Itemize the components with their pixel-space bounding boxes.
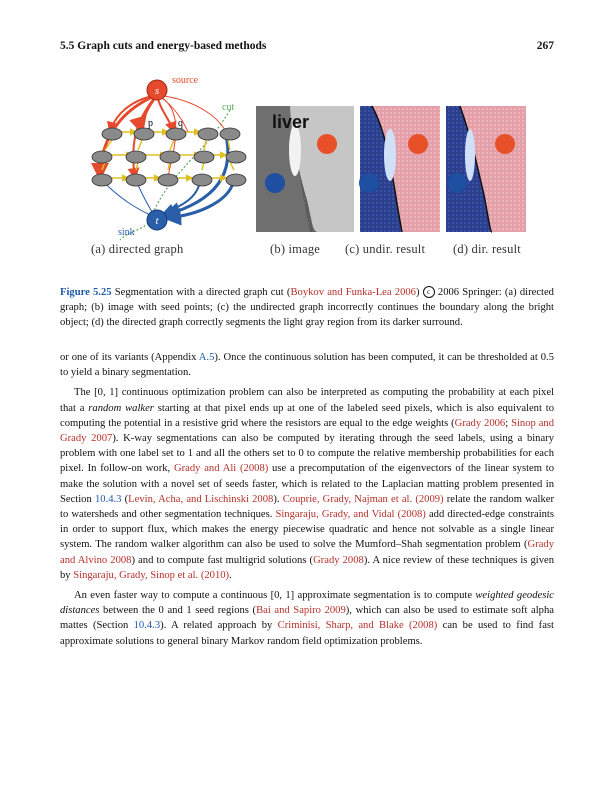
sink-node-label: t: [155, 215, 159, 227]
foreground-seed: [317, 134, 337, 154]
caption-text: Segmentation with a directed graph cut (: [111, 287, 291, 298]
graph-node: [160, 151, 180, 163]
citation-link[interactable]: Singaraju, Grady, and Vidal (2008): [275, 509, 426, 521]
text: use a precomputation of the eigenvectors of the linear system to make the solution with a novel set of seeds faster, which is related to the Laplacian matting problem presented in Section: [60, 463, 554, 505]
figure-caption: [60, 285, 554, 330]
subcaption-b: (b) image: [270, 242, 321, 256]
background-seed: [359, 173, 379, 193]
node-q-label: q: [178, 118, 183, 129]
cut-label: cut: [222, 102, 235, 113]
figure-label: Figure 5.25: [60, 287, 112, 298]
section-link[interactable]: 10.4.3: [133, 620, 161, 632]
background-seed: [265, 173, 285, 193]
source-label: source: [172, 75, 199, 86]
sink-label: sink: [118, 227, 135, 238]
image-with-seeds: [256, 106, 354, 232]
text: ;: [505, 417, 512, 429]
text: add directed-edge constraints in order to support flux, which makes the energy piecewise quadratic and hence not solvable as a single linear system. The random walker algorithm can also be used to solve the Mumford–Shah segmentation problem (: [60, 509, 555, 551]
citation-link[interactable]: Boykov and Funka-Lea 2006: [290, 287, 416, 298]
copyright-symbol: c: [423, 286, 435, 298]
section-link[interactable]: 10.4.3: [94, 493, 122, 505]
figure-5-25: [60, 70, 554, 258]
text: ). Once the continuous solution has been computed, it can be thresholded at 0.5 to yield a binary segmentation.: [60, 352, 554, 379]
emphasis: random walker: [88, 402, 154, 414]
subcaption-d: (d) dir. result: [453, 242, 521, 256]
graph-node: [92, 151, 112, 163]
paragraph-2: [60, 385, 554, 583]
node-p-label: p: [148, 118, 153, 129]
body-text: [60, 350, 554, 654]
caption-text: 2006 Springer: (a) directed graph; (b) image with seed points; (c) the undirected graph incorrectly continues the boundary along the bright object; (d) the directed graph correctly segments the light gray region from its darker surround.: [60, 287, 554, 328]
text: ).: [273, 493, 283, 505]
liver-label: liver: [272, 112, 310, 132]
citation-link[interactable]: Grady and Ali (2008): [173, 463, 269, 475]
emphasis: weighted geodesic distances: [60, 590, 554, 617]
text: (: [121, 493, 129, 505]
undirected-result-image: [359, 106, 440, 232]
graph-node: [192, 174, 212, 186]
appendix-link[interactable]: A.5: [198, 352, 215, 363]
graph-node: [226, 151, 246, 163]
subcaption-a: (a) directed graph: [91, 242, 184, 256]
foreground-seed: [495, 134, 515, 154]
citation-link[interactable]: Singaraju, Grady, Sinop et al. (2010): [73, 569, 230, 581]
citation-link[interactable]: Sinop and Grady 2007: [60, 417, 554, 445]
subcaption-c: (c) undir. result: [345, 242, 426, 256]
directed-result-image: [446, 106, 526, 232]
citation-link[interactable]: Grady 2008: [313, 554, 364, 566]
graph-node: [102, 128, 122, 140]
section-title: 5.5 Graph cuts and energy-based methods: [60, 40, 267, 52]
graph-node: [92, 174, 112, 186]
graph-node: [220, 128, 240, 140]
text: ). K-way segmentations can also be computed by iterating through the seed labels, using a binary problem with one label set to 1 and all the others set to 0 to compute the relative membership probabilities for each pixel. In follow-on work,: [60, 433, 555, 475]
text: An even faster way to compute a continuous [0, 1] approximate segmentation is to compute: [74, 590, 476, 602]
text: The [0, 1] continuous optimization problem can also be interpreted as computing the probability at each pixel that a: [60, 387, 554, 414]
graph-node-p: [134, 128, 154, 140]
source-node-label: s: [154, 85, 160, 97]
citation-link[interactable]: Grady and Alvino 2008: [60, 539, 554, 566]
citation-link[interactable]: Bai and Sapiro 2009: [256, 605, 346, 617]
text: .: [229, 569, 232, 581]
page-number: 267: [536, 40, 554, 52]
background-seed: [447, 173, 467, 193]
citation-link[interactable]: Couprie, Grady, Najman et al. (2009): [282, 493, 444, 505]
directed-graph-diagram: [92, 75, 246, 240]
running-header: [60, 40, 554, 56]
graph-node: [226, 174, 246, 186]
text: relate the random walker to watersheds and other segmentation techniques.: [60, 493, 554, 521]
text: ) and to compute fast multigrid solutions (: [131, 554, 314, 566]
text: or one of its variants (Appendix: [60, 352, 199, 363]
foreground-seed: [408, 134, 428, 154]
graph-node: [126, 151, 146, 163]
citation-link[interactable]: Criminisi, Sharp, and Blake (2008): [277, 620, 438, 632]
citation-link[interactable]: Levin, Acha, and Lischinski 2008: [128, 493, 274, 505]
graph-node: [198, 128, 218, 140]
graph-node: [158, 174, 178, 186]
text: ). A related approach by: [160, 620, 278, 632]
paragraph-3: [60, 588, 554, 649]
citation-link[interactable]: Grady 2006: [454, 417, 506, 429]
graph-node-q: [166, 128, 186, 140]
text: ). A nice review of these techniques is given by: [60, 554, 555, 581]
paragraph-1: [60, 350, 554, 380]
text: can be used to find fast approximate solutions to general binary Markov random field optimization problems.: [60, 620, 554, 647]
text: between the 0 and 1 seed regions (: [99, 605, 257, 617]
text: starting at that pixel ends up at one of the labeled seed pixels, which is also equivalent to computing the potential in a resistive grid where the resistors are equal to the edge weights (: [60, 402, 554, 429]
graph-node: [126, 174, 146, 186]
text: ), which can also be used to estimate soft alpha mattes (Section: [60, 605, 554, 632]
graph-node: [194, 151, 214, 163]
caption-text: ): [415, 287, 423, 298]
